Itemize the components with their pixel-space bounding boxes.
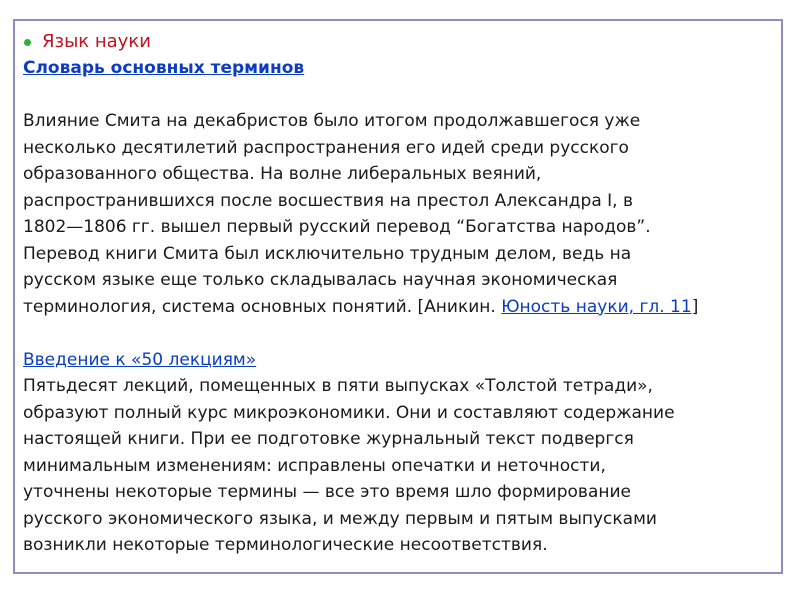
- topic-bullet: [23, 29, 773, 55]
- paragraph-line: образованного общества. На волне либеральных веяний,: [23, 164, 542, 184]
- paragraph-line: русском языке еще только складывалась научная экономическая: [23, 270, 618, 290]
- citation-link[interactable]: Юность науки, гл. 11: [501, 296, 692, 317]
- paragraph-line-with-citation: [23, 294, 773, 321]
- paragraph-line: образуют полный курс микроэкономики. Они и составляют содержание: [23, 402, 675, 423]
- bullet-dot-icon: [24, 39, 31, 46]
- citation-suffix: ]: [691, 296, 699, 317]
- spacer: [23, 82, 773, 109]
- paragraph-line: настоящей книги. При ее подготовке журнальный текст подвергся: [23, 429, 634, 449]
- slide-frame: [13, 19, 783, 574]
- paragraph-line: несколько десятилетий распространения его идей среди русского: [23, 137, 629, 158]
- paragraph-line: уточнены некоторые термины — все это время шло формирование: [23, 482, 631, 502]
- citation-prefix: терминология, система основных понятий. [Аникин.: [23, 296, 502, 317]
- paragraph-line: минимальным изменениям: исправлены опечатки и неточности,: [23, 455, 606, 476]
- paragraph-fifty-lectures: [23, 373, 773, 559]
- spacer: [23, 320, 773, 347]
- slide-content: [23, 29, 773, 559]
- paragraph-line: Влияние Смита на декабристов было итогом продолжавшегося уже: [23, 111, 641, 131]
- dictionary-link[interactable]: Словарь основных терминов: [23, 58, 305, 78]
- paragraph-line: распространившихся после восшествия на престол Александра I, в: [23, 190, 633, 211]
- paragraph-line: Пятьдесят лекций, помещенных в пяти выпусках «Толстой тетради»,: [23, 376, 653, 396]
- intro-lectures-link[interactable]: Введение к «50 лекциям»: [23, 349, 257, 370]
- paragraph-line: 1802—1806 гг. вышел первый русский перевод “Богатства народов”.: [23, 217, 651, 237]
- paragraph-line: возникли некоторые терминологические несоответствия.: [23, 535, 548, 555]
- paragraph-line: русского экономического языка, и между первым и пятым выпусками: [23, 508, 657, 529]
- paragraph-line: Перевод книги Смита был исключительно трудным делом, ведь на: [23, 243, 632, 264]
- topic-heading: Язык науки: [42, 30, 151, 52]
- paragraph-smith-influence: [23, 108, 773, 320]
